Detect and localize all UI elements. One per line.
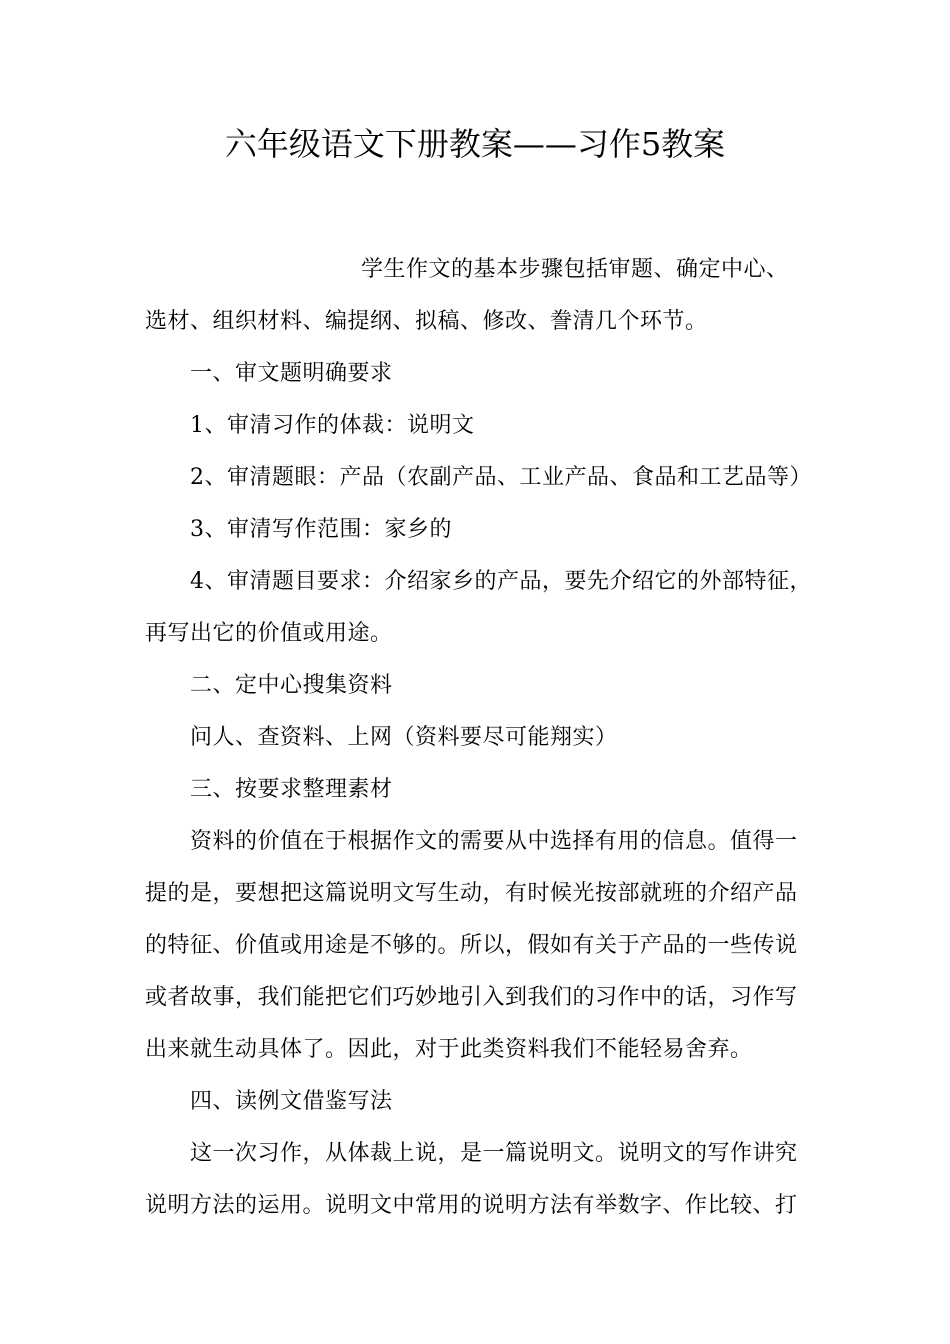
paragraph-line: 说明方法的运用。说明文中常用的说明方法有举数字、作比较、打: [145, 1193, 798, 1218]
paragraph-line: 学生作文的基本步骤包括审题、确定中心、: [361, 257, 789, 282]
list-item: 3、审清写作范围：家乡的: [190, 517, 452, 542]
section-heading: 一、审文题明确要求: [190, 361, 393, 386]
section-heading: 二、定中心搜集资料: [190, 673, 393, 698]
document-body: [145, 244, 812, 1232]
paragraph-line: 资料的价值在于根据作文的需要从中选择有用的信息。值得一: [190, 829, 798, 854]
paragraph-line: 再写出它的价值或用途。: [145, 621, 393, 646]
section-heading: 四、读例文借鉴写法: [190, 1089, 393, 1114]
list-item: 1、审清习作的体裁：说明文: [190, 413, 475, 438]
list-item: 2、审清题眼：产品（农副产品、工业产品、食品和工艺品等）: [190, 465, 812, 490]
paragraph-line: 的特征、价值或用途是不够的。所以，假如有关于产品的一些传说: [145, 933, 798, 958]
paragraph-line: 选材、组织材料、编提纲、拟稿、修改、誊清几个环节。: [145, 309, 708, 334]
list-item: 4、审清题目要求：介绍家乡的产品，要先介绍它的外部特征，: [190, 569, 812, 594]
document-title: 六年级语文下册教案——习作5教案: [224, 125, 726, 163]
section-heading: 三、按要求整理素材: [190, 777, 393, 802]
paragraph-line: 出来就生动具体了。因此，对于此类资料我们不能轻易舍弃。: [145, 1037, 753, 1062]
paragraph-line: 提的是，要想把这篇说明文写生动，有时候光按部就班的介绍产品: [145, 881, 798, 906]
paragraph-line: 或者故事，我们能把它们巧妙地引入到我们的习作中的话，习作写: [145, 985, 798, 1010]
paragraph-line: 问人、查资料、上网（资料要尽可能翔实）: [190, 725, 618, 750]
paragraph-line: 这一次习作，从体裁上说，是一篇说明文。说明文的写作讲究: [190, 1141, 798, 1166]
